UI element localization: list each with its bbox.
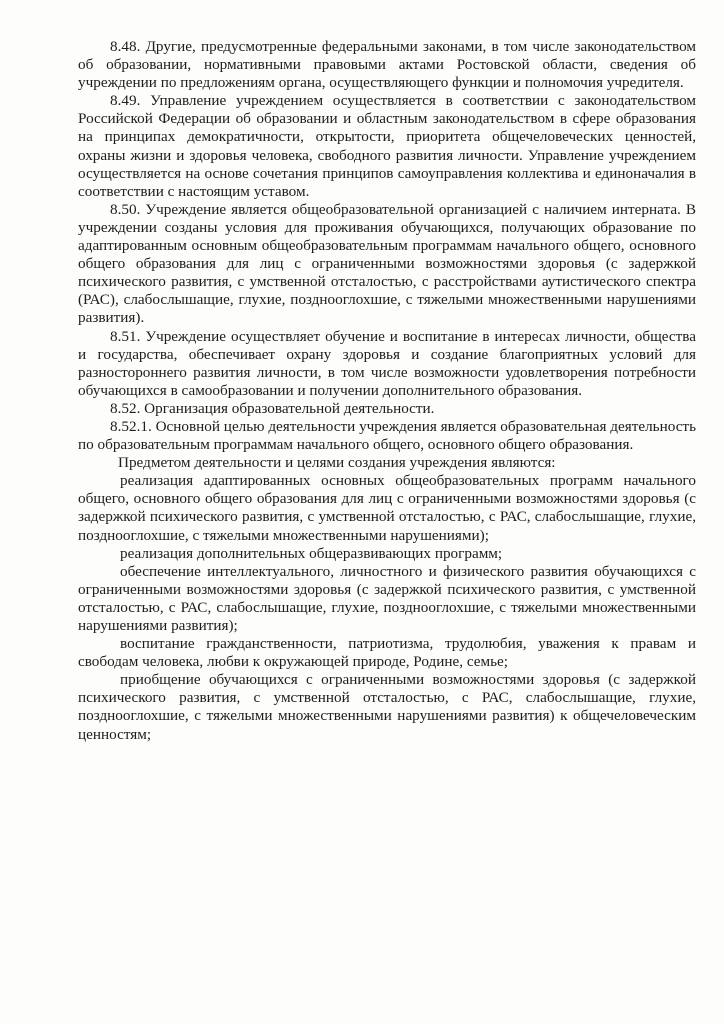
paragraph-8-50: 8.50. Учреждение является общеобразовательной организацией с наличием интерната. В учреждении созданы условия для проживания обучающихся, получающих образование по адаптированным основным общеобразовательным программам начального общего, основного общего образования для лиц с ограниченными возможностями здоровья (с задержкой психического развития, с умственной отсталостью, с расстройствами аутистического спектра (РАС), слабослышащие, глухие, позднооглохшие, с тяжелыми множественными нарушениями развития). [78,200,696,327]
list-item-development: обеспечение интеллектуального, личностного и физического развития обучающихся с ограниченными возможностями здоровья (с задержкой психического развития, с умственной отсталостью, с РАС, слабослышащие, глухие, позднооглохшие, с тяжелыми множественными нарушениями развития); [78,562,696,634]
paragraph-8-52-1: 8.52.1. Основной целью деятельности учреждения является образовательная деятельность по образовательным программам начального общего, основного общего образования. [78,417,696,454]
list-item-values: приобщение обучающихся с ограниченными возможностями здоровья (с задержкой психического развития, с умственной отсталостью, с РАС, слабослышащие, глухие, позднооглохшие, с тяжелыми множественными нарушениями развития) к общечеловеческим ценностям; [78,671,696,743]
list-item-adapted-programs: реализация адаптированных основных общеобразовательных программ начального общего, основного общего образования для лиц с ограниченными возможностями здоровья (с задержкой психического развития, с умственной отсталостью, с РАС, слабослышащие, глухие, позднооглохшие, с тяжелыми множественными нарушениями); [78,472,696,544]
paragraph-8-52: 8.52. Организация образовательной деятельности. [110,399,435,417]
document-body [78,38,696,744]
paragraph-8-49: 8.49. Управление учреждением осуществляется в соответствии с законодательством Российской Федерации об образовании и областным законодательством в сфере образования на принципах демократичности, открытости, приоритета общечеловеческих ценностей, охраны жизни и здоровья человека, свободного развития личности. Управление учреждением осуществляется на основе сочетания принципов самоуправления коллектива и единоначалия в соответствии с настоящим уставом. [78,92,696,200]
paragraph-8-51: 8.51. Учреждение осуществляет обучение и воспитание в интересах личности, общества и государства, обеспечивает охрану здоровья и создание благоприятных условий для разностороннего развития личности, в том числе возможности удовлетворения потребности обучающихся в самообразовании и получении дополнительного образования. [78,327,696,399]
paragraph-8-48: 8.48. Другие, предусмотренные федеральными законами, в том числе законодательством об образовании, нормативными правовыми актами Ростовской области, сведения об учреждении по предложениям органа, осуществляющего функции и полномочия учредителя. [78,38,696,92]
subject-of-activity-heading: Предметом деятельности и целями создания учреждения являются: [118,454,556,472]
list-item-additional-programs: реализация дополнительных общеразвивающих программ; [120,544,503,562]
list-item-upbringing: воспитание гражданственности, патриотизма, трудолюбия, уважения к правам и свободам человека, любви к окружающей природе, Родине, семье; [78,635,696,671]
